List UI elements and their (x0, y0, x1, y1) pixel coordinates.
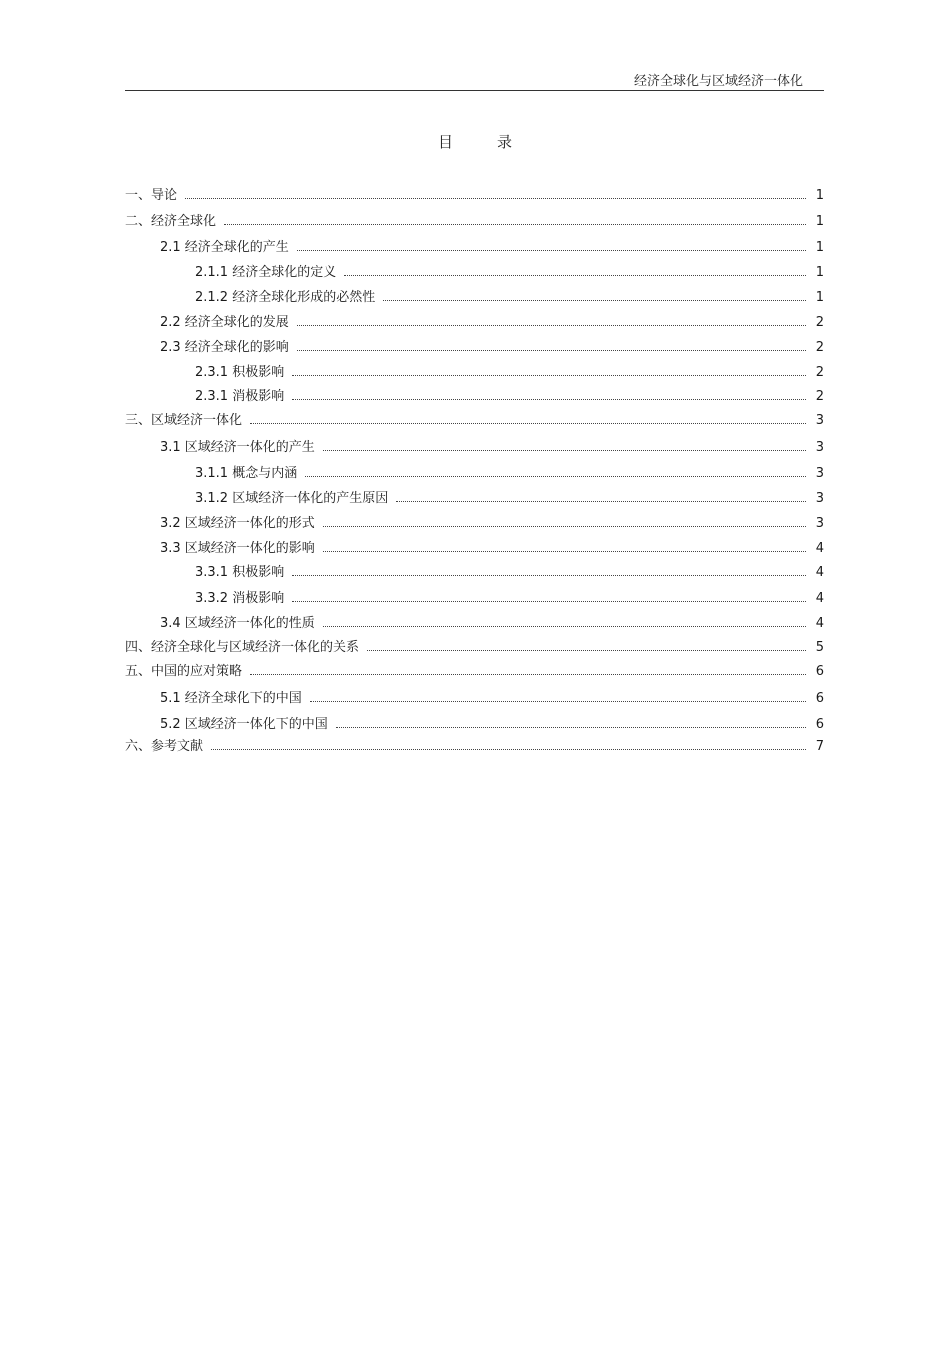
dot-leader (297, 324, 806, 326)
toc-entry[interactable] (125, 280, 824, 305)
toc-page-number: 7 (815, 739, 824, 754)
toc-entry-label: 3.3.2 消极影响 (195, 591, 285, 606)
toc-page-number: 6 (815, 691, 824, 706)
toc-entry-label: 2.1.1 经济全球化的定义 (195, 265, 337, 280)
dot-leader (323, 525, 806, 527)
toc-entry-label: 2.3.1 消极影响 (195, 389, 285, 404)
toc-page-number: 6 (815, 717, 824, 732)
toc-entry-label: 5.1 经济全球化下的中国 (160, 691, 302, 706)
dot-leader (250, 673, 806, 675)
toc-entry-label: 2.3 经济全球化的影响 (160, 340, 289, 355)
toc-page-number: 1 (815, 188, 824, 203)
table-of-contents (125, 178, 824, 754)
toc-entry[interactable] (125, 380, 824, 404)
toc-entry[interactable] (125, 255, 824, 280)
toc-entry-label: 2.1 经济全球化的产生 (160, 240, 289, 255)
toc-page-number: 1 (815, 265, 824, 280)
toc-entry-label: 二、经济全球化 (125, 214, 217, 229)
toc-entry-label: 六、参考文献 (125, 739, 204, 754)
dot-leader (367, 649, 806, 651)
toc-entry[interactable] (125, 506, 824, 531)
toc-page-number: 4 (815, 591, 824, 606)
toc-page-number: 5 (815, 640, 824, 655)
toc-entry-label: 3.3 区域经济一体化的影响 (160, 541, 315, 556)
toc-entry[interactable] (125, 455, 824, 481)
dot-leader (323, 550, 806, 552)
toc-entry-label: 3.2 区域经济一体化的形式 (160, 516, 315, 531)
toc-entry[interactable] (125, 580, 824, 606)
toc-entry[interactable] (125, 355, 824, 380)
toc-entry-label: 5.2 区域经济一体化下的中国 (160, 717, 328, 732)
toc-title-char-2: 录 (497, 133, 513, 151)
toc-page-number: 2 (815, 315, 824, 330)
toc-entry[interactable] (125, 428, 824, 455)
toc-entry[interactable] (125, 631, 824, 655)
dot-leader (297, 349, 806, 351)
toc-page-number: 4 (815, 541, 824, 556)
toc-entry[interactable] (125, 732, 824, 754)
dot-leader (297, 249, 806, 251)
toc-entry-label: 2.1.2 经济全球化形成的必然性 (195, 290, 376, 305)
toc-title-char-1: 目 (437, 133, 453, 151)
running-header: 经济全球化与区域经济一体化 (633, 74, 803, 89)
toc-entry[interactable] (125, 404, 824, 428)
toc-entry[interactable] (125, 531, 824, 556)
dot-leader (396, 500, 806, 502)
toc-entry[interactable] (125, 606, 824, 631)
toc-entry[interactable] (125, 330, 824, 355)
dot-leader (336, 726, 806, 728)
toc-page-number: 2 (815, 365, 824, 380)
toc-entry[interactable] (125, 655, 824, 679)
dot-leader (310, 700, 806, 702)
toc-entry-label: 一、导论 (125, 188, 178, 203)
header-rule (125, 90, 824, 91)
toc-page-number: 4 (815, 565, 824, 580)
dot-leader (292, 600, 806, 602)
toc-page-number: 2 (815, 389, 824, 404)
toc-entry[interactable] (125, 203, 824, 229)
toc-entry[interactable] (125, 481, 824, 506)
dot-leader (292, 398, 806, 400)
toc-page-number: 6 (815, 664, 824, 679)
toc-page-number: 1 (815, 214, 824, 229)
toc-entry-label: 3.3.1 积极影响 (195, 565, 285, 580)
toc-entry-label: 四、经济全球化与区域经济一体化的关系 (125, 640, 360, 655)
toc-entry-label: 三、区域经济一体化 (125, 413, 243, 428)
toc-entry[interactable] (125, 679, 824, 706)
toc-entry-label: 2.3.1 积极影响 (195, 365, 285, 380)
toc-page-number: 3 (815, 516, 824, 531)
toc-entry-label: 3.1 区域经济一体化的产生 (160, 440, 315, 455)
dot-leader (292, 374, 806, 376)
dot-leader (185, 197, 806, 199)
toc-entry-label: 2.2 经济全球化的发展 (160, 315, 289, 330)
toc-entry[interactable] (125, 706, 824, 732)
dot-leader (224, 223, 806, 225)
toc-page-number: 4 (815, 616, 824, 631)
toc-title (0, 131, 950, 152)
toc-entry[interactable] (125, 305, 824, 330)
toc-page-number: 1 (815, 290, 824, 305)
dot-leader (323, 625, 806, 627)
toc-entry[interactable] (125, 178, 824, 203)
dot-leader (211, 748, 806, 750)
dot-leader (323, 449, 806, 451)
toc-page-number: 3 (815, 491, 824, 506)
toc-page-number: 2 (815, 340, 824, 355)
dot-leader (383, 299, 806, 301)
toc-entry-label: 3.1.1 概念与内涵 (195, 466, 298, 481)
dot-leader (344, 274, 806, 276)
toc-entry-label: 3.1.2 区域经济一体化的产生原因 (195, 491, 389, 506)
toc-entry-label: 3.4 区域经济一体化的性质 (160, 616, 315, 631)
toc-entry-label: 五、中国的应对策略 (125, 664, 243, 679)
dot-leader (292, 574, 806, 576)
dot-leader (250, 422, 806, 424)
toc-page-number: 3 (815, 440, 824, 455)
toc-entry[interactable] (125, 229, 824, 255)
toc-page-number: 1 (815, 240, 824, 255)
toc-page-number: 3 (815, 413, 824, 428)
dot-leader (305, 475, 806, 477)
toc-entry[interactable] (125, 556, 824, 580)
toc-page-number: 3 (815, 466, 824, 481)
